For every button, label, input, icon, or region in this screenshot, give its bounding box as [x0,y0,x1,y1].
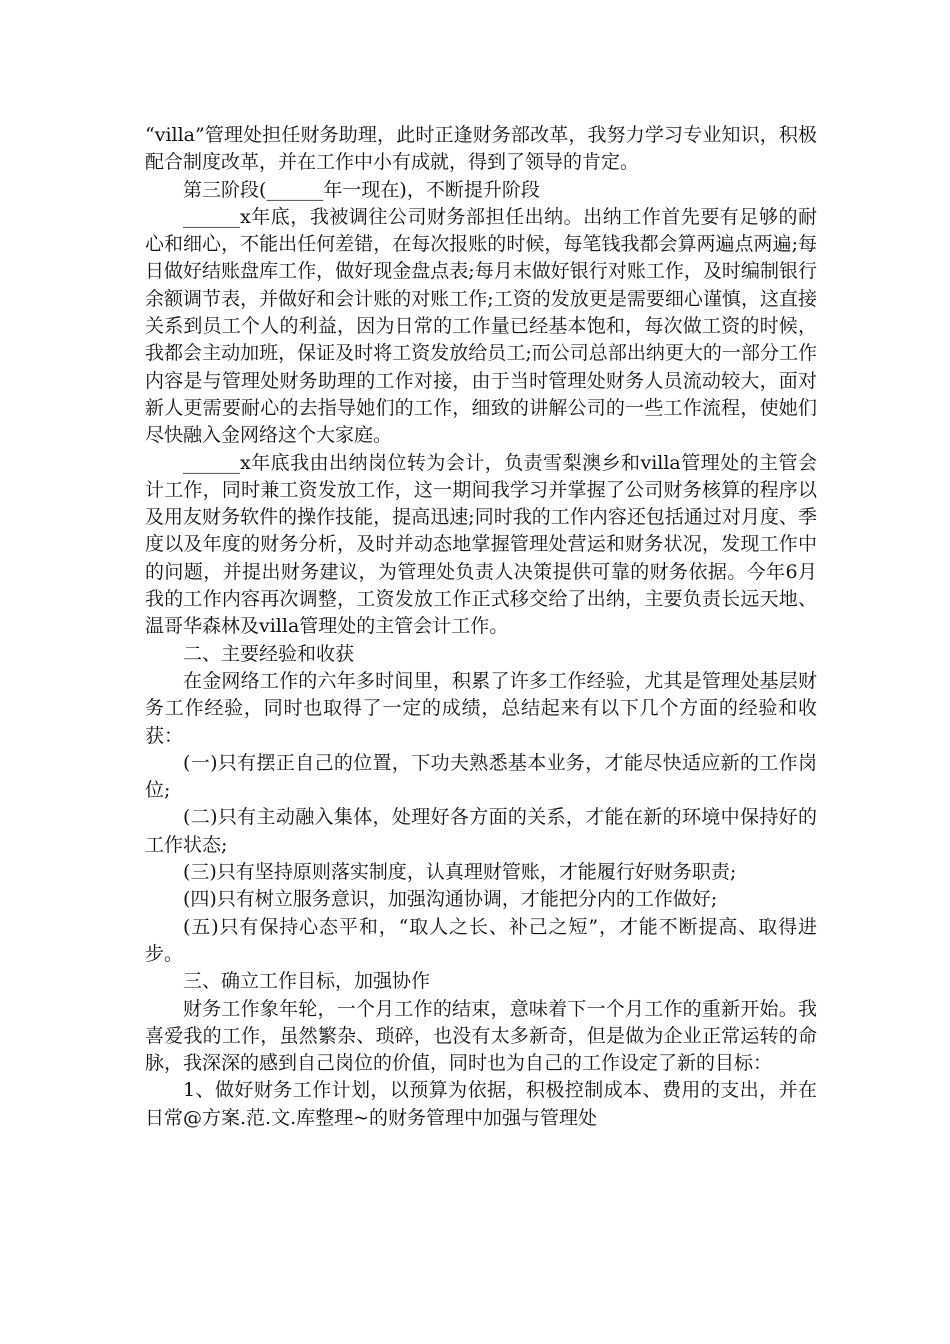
paragraph: ______x年底，我被调往公司财务部担任出纳。出纳工作首先要有足够的耐心和细心，不能出任何差错，在每次报账的时候，每笔钱我都会算两遍点两遍;每日做好结账盘库工作，做好现金盘点表;每月末做好银行对账工作，及时编制银行余额调节表，并做好和会计账的对账工作;工资的发放更是需要细心谨慎，这直接关系到员工个人的利益，因为日常的工作量已经基本饱和，每次做工资的时候，我都会主动加班，保证及时将工资发放给员工;而公司总部出纳更大的一部分工作内容是与管理处财务助理的工作对接，由于当时管理处财务人员流动较大，面对新人更需要耐心的去指导她们的工作，细致的讲解公司的一些工作流程，使她们尽快融入金网络这个大家庭。 [145,205,817,447]
list-item: 1、做好财务工作计划，以预算为依据，积极控制成本、费用的支出，并在日常@方案.范.文.库整理~的财务管理中加强与管理处 [145,1079,817,1129]
paragraph: “villa”管理处担任财务助理，此时正逢财务部改革，我努力学习专业知识，积极配合制度改革，并在工作中小有成就，得到了领导的肯定。 [145,124,817,174]
list-item: (四)只有树立服务意识，加强沟通协调，才能把分内的工作做好; [183,888,718,911]
section-heading-goals: 三、确立工作目标，加强协作 [183,970,431,993]
list-item: (一)只有摆正自己的位置，下功夫熟悉基本业务，才能尽快适应新的工作岗位; [145,751,817,802]
list-item: (二)只有主动融入集体，处理好各方面的关系，才能在新的环境中保持好的工作状态; [145,806,817,856]
paragraph: 财务工作象年轮，一个月工作的结束，意味着下一个月工作的重新开始。我喜爱我的工作，虽然繁杂、琐碎，也没有太多新奇，但是做为企业正常运转的命脉，我深深的感到自己岗位的价值，同时也为自己的工作设定了新的目标： [145,997,817,1075]
section-heading-stage-three: 第三阶段(______年一现在)，不断提升阶段 [183,178,540,201]
section-heading-experience: 二、主要经验和收获 [183,642,355,665]
paragraph: ______x年底我由出纳岗位转为会计，负责雪梨澳乡和villa管理处的主管会计工作，同时兼工资发放工作，这一期间我学习并掌握了公司财务核算的程序以及用友财务软件的操作技能，提高迅速;同时我的工作内容还包括通过对月度、季度以及年度的财务分析，及时并动态地掌握管理处营运和财务状况，发现工作中的问题，并提出财务建议，为管理处负责人决策提供可靠的财务依据。今年6月我的工作内容再次调整，工资发放工作正式移交给了出纳，主要负责长远天地、温哥华森林及villa管理处的主管会计工作。 [145,451,817,638]
document-body [145,122,817,1132]
list-item: (五)只有保持心态平和，“取人之长、补己之短”，才能不断提高、取得进步。 [145,915,817,965]
paragraph: 在金网络工作的六年多时间里，积累了许多工作经验，尤其是管理处基层财务工作经验，同时也取得了一定的成绩，总结起来有以下几个方面的经验和收获： [145,669,817,747]
list-item: (三)只有坚持原则落实制度，认真理财管账，才能履行好财务职责; [183,861,737,884]
